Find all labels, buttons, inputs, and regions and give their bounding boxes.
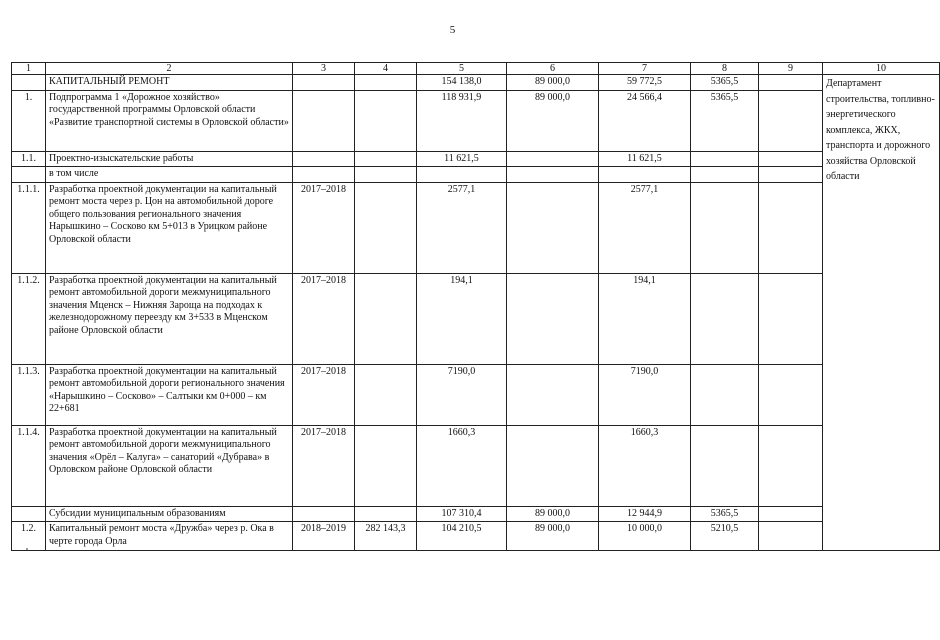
row-other [759,425,823,506]
table-row [12,522,940,551]
column-header: 9 [759,63,823,75]
row-cost [355,182,417,273]
row-name: в том числе [46,167,293,183]
row-other [759,167,823,183]
row-name: Разработка проектной документации на капитальный ремонт моста через р. Цон на автомобильной дороге общего пользования регионального значения Нарышкино – Сосково км 5+013 в Урицком районе Орловской области [46,182,293,273]
row-period: 2017–2018 [293,425,355,506]
row-municipal [691,273,759,364]
row-regional: 1660,3 [599,425,691,506]
column-header: 8 [691,63,759,75]
row-cost [355,151,417,167]
row-total: 7190,0 [417,364,507,425]
row-federal [507,151,599,167]
row-total: 1660,3 [417,425,507,506]
row-number: 1.2. [12,522,46,551]
row-regional [599,167,691,183]
table-row [12,167,940,183]
row-name: Разработка проектной документации на капитальный ремонт автомобильной дороги межмуниципального значения Мценск – Нижняя Зароща на подходах к железнодорожному переезду км 3+533 в Мценском районе Орловской области [46,273,293,364]
responsible-executor: Департамент строительства, топливно-энергетического комплекса, ЖКХ, транспорта и дорожного хозяйства Орловской области [823,75,940,551]
row-regional: 59 772,5 [599,75,691,91]
row-period: 2017–2018 [293,273,355,364]
row-other [759,522,823,551]
column-header: 6 [507,63,599,75]
table-body [12,63,940,551]
column-header: 7 [599,63,691,75]
table-row [12,182,940,273]
program-table [11,62,940,551]
row-federal [507,425,599,506]
row-federal [507,182,599,273]
row-municipal: 5365,5 [691,506,759,522]
row-cost [355,425,417,506]
table-row [12,364,940,425]
row-period [293,167,355,183]
row-name: Проектно-изыскательские работы [46,151,293,167]
row-regional: 7190,0 [599,364,691,425]
row-other [759,273,823,364]
row-number: 1.1.1. [12,182,46,273]
row-number: 1.1.2. [12,273,46,364]
row-name: Капитальный ремонт моста «Дружба» через р. Ока в черте города Орла [46,522,293,551]
row-total: 107 310,4 [417,506,507,522]
row-federal: 89 000,0 [507,522,599,551]
row-total [417,167,507,183]
table-row [12,425,940,506]
table-row [12,75,940,91]
row-other [759,151,823,167]
row-number: 1.1. [12,151,46,167]
row-total: 154 138,0 [417,75,507,91]
row-regional: 2577,1 [599,182,691,273]
row-federal [507,167,599,183]
column-header: 3 [293,63,355,75]
column-header: 5 [417,63,507,75]
row-municipal: 5365,5 [691,75,759,91]
table-row [12,151,940,167]
row-other [759,90,823,151]
row-number: 1. [12,90,46,151]
column-header: 4 [355,63,417,75]
row-regional: 10 000,0 [599,522,691,551]
row-cost [355,273,417,364]
row-name: Разработка проектной документации на капитальный ремонт автомобильной дороги регионального значения «Нарышкино – Сосково» – Салтыки км 0+000 – км 22+681 [46,364,293,425]
row-number [12,75,46,91]
row-federal [507,364,599,425]
row-municipal [691,182,759,273]
column-header: 1 [12,63,46,75]
row-period: 2017–2018 [293,182,355,273]
row-federal: 89 000,0 [507,75,599,91]
scan-speck [26,548,28,550]
row-other [759,364,823,425]
row-federal: 89 000,0 [507,506,599,522]
page-number: 5 [449,24,456,36]
table-row [12,506,940,522]
row-cost [355,506,417,522]
row-name: Разработка проектной документации на капитальный ремонт автомобильной дороги межмуниципального значения «Орёл – Калуга» – санаторий «Дубрава» в Орловском районе Орловской области [46,425,293,506]
row-other [759,182,823,273]
row-period [293,151,355,167]
row-name: Субсидии муниципальным образованиям [46,506,293,522]
row-cost [355,90,417,151]
row-number [12,506,46,522]
row-federal: 89 000,0 [507,90,599,151]
row-name: КАПИТАЛЬНЫЙ РЕМОНТ [46,75,293,91]
row-total: 2577,1 [417,182,507,273]
table-row [12,273,940,364]
row-regional: 24 566,4 [599,90,691,151]
row-other [759,506,823,522]
row-federal [507,273,599,364]
row-cost [355,167,417,183]
row-total: 194,1 [417,273,507,364]
column-number-row [12,63,940,75]
row-number: 1.1.3. [12,364,46,425]
row-regional: 12 944,9 [599,506,691,522]
row-cost [355,75,417,91]
row-municipal [691,151,759,167]
row-period [293,75,355,91]
row-total: 11 621,5 [417,151,507,167]
row-municipal [691,167,759,183]
row-regional: 194,1 [599,273,691,364]
row-name: Подпрограмма 1 «Дорожное хозяйство» государственной программы Орловской области «Развитие транспортной системы в Орловской области» [46,90,293,151]
row-other [759,75,823,91]
row-period [293,90,355,151]
row-period: 2018–2019 [293,522,355,551]
row-period [293,506,355,522]
row-municipal [691,425,759,506]
row-number: 1.1.4. [12,425,46,506]
row-number [12,167,46,183]
table-row [12,90,940,151]
row-period: 2017–2018 [293,364,355,425]
row-municipal: 5210,5 [691,522,759,551]
column-header: 2 [46,63,293,75]
row-municipal: 5365,5 [691,90,759,151]
row-total: 104 210,5 [417,522,507,551]
row-regional: 11 621,5 [599,151,691,167]
column-header: 10 [823,63,940,75]
row-cost [355,364,417,425]
row-cost: 282 143,3 [355,522,417,551]
row-municipal [691,364,759,425]
row-total: 118 931,9 [417,90,507,151]
